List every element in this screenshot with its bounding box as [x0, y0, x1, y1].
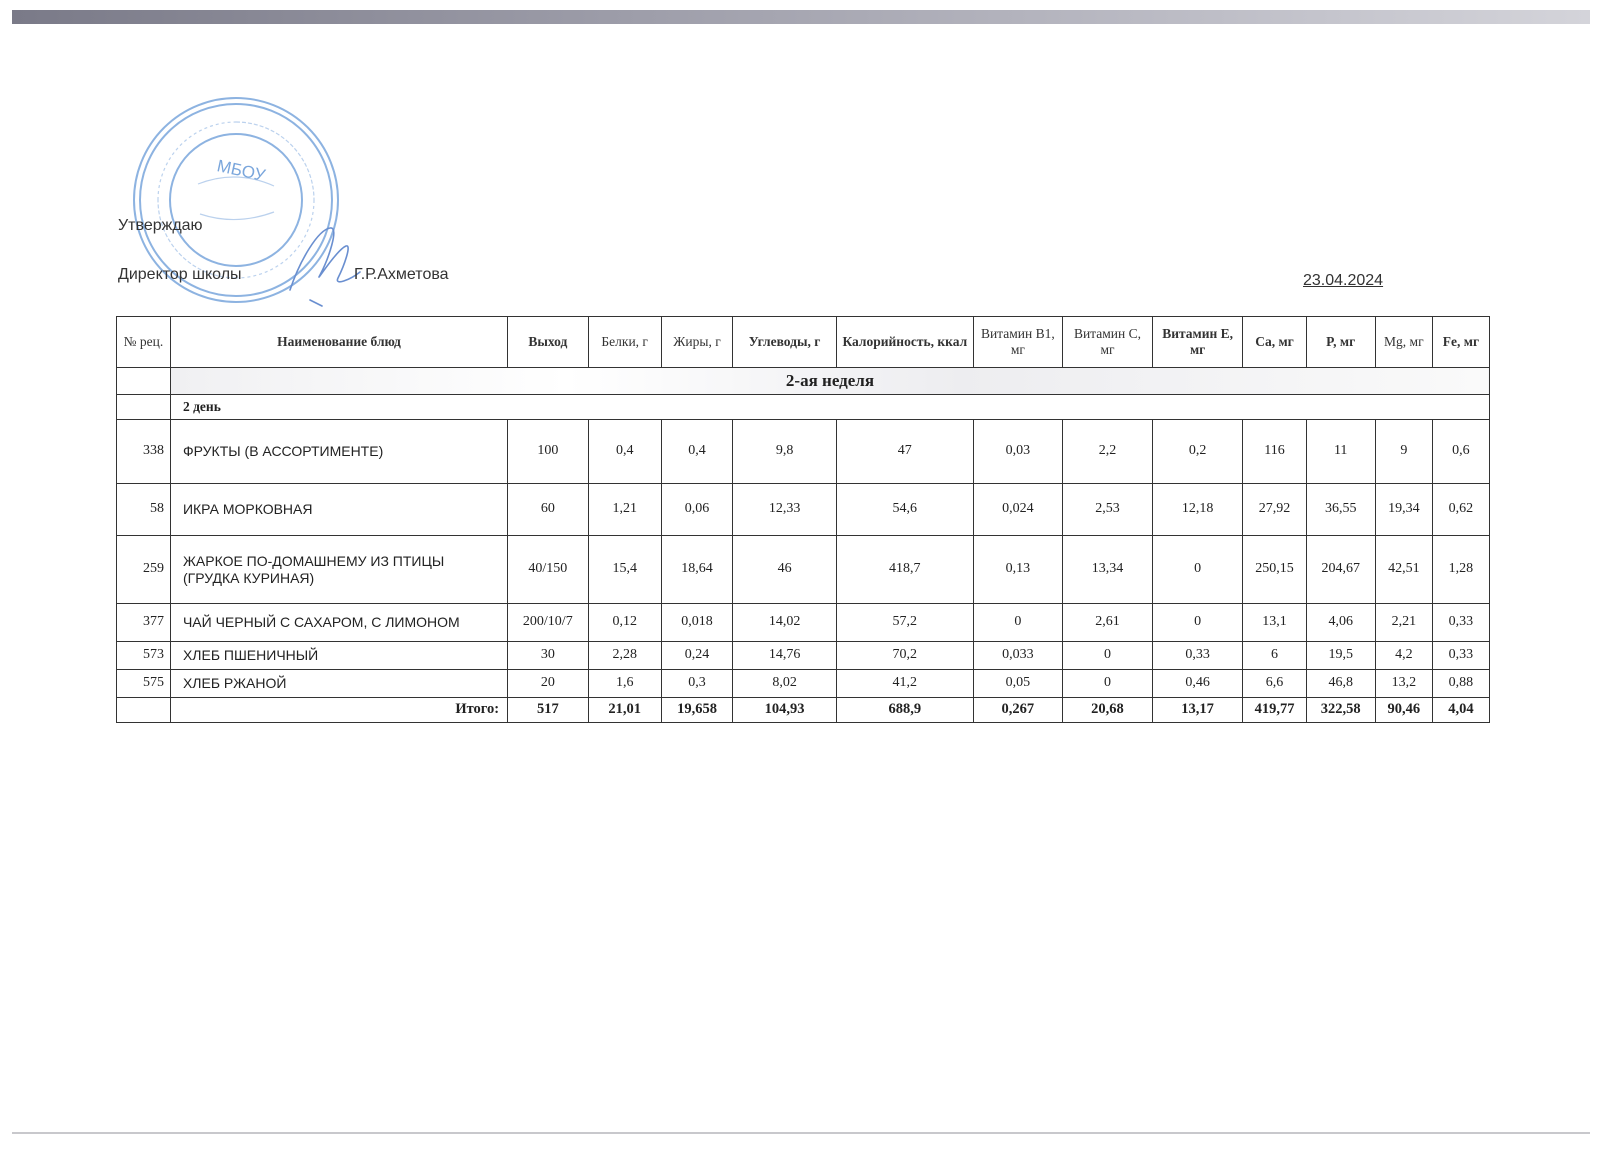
dish-name: ЧАЙ ЧЕРНЫЙ С САХАРОМ, С ЛИМОНОМ [170, 604, 507, 642]
recipe-number: 575 [117, 670, 171, 698]
cell-ca: 27,92 [1243, 484, 1306, 536]
cell-mg: 9 [1375, 420, 1432, 484]
dish-name: ХЛЕБ ПШЕНИЧНЫЙ [170, 642, 507, 670]
approve-title: Утверждаю [118, 217, 203, 234]
cell-vit-e: 0,2 [1152, 420, 1243, 484]
table-row [117, 642, 1490, 670]
total-carbs: 104,93 [733, 698, 837, 723]
cell-calories: 54,6 [837, 484, 973, 536]
cell-carbs: 9,8 [733, 420, 837, 484]
cell-protein: 2,28 [588, 642, 661, 670]
cell-vit-c: 2,53 [1063, 484, 1153, 536]
table-row [117, 604, 1490, 642]
cell-p: 36,55 [1306, 484, 1375, 536]
table-row [117, 484, 1490, 536]
signature [280, 220, 370, 310]
scan-bottom-edge [12, 1132, 1590, 1134]
total-ca: 419,77 [1243, 698, 1306, 723]
col-header-vit-e: Витамин E, мг [1152, 317, 1243, 368]
cell-calories: 41,2 [837, 670, 973, 698]
total-yield: 517 [508, 698, 588, 723]
total-mg: 90,46 [1375, 698, 1432, 723]
cell-vit-e: 12,18 [1152, 484, 1243, 536]
cell-p: 4,06 [1306, 604, 1375, 642]
cell-yield: 20 [508, 670, 588, 698]
cell-fat: 18,64 [661, 536, 732, 604]
stamp-center-text: МБОУ [215, 156, 267, 185]
table-row [117, 536, 1490, 604]
total-protein: 21,01 [588, 698, 661, 723]
col-header-calories: Калорийность, ккал [837, 317, 973, 368]
cell-vit-e: 0 [1152, 604, 1243, 642]
cell-ca: 116 [1243, 420, 1306, 484]
cell-yield: 40/150 [508, 536, 588, 604]
cell-carbs: 14,76 [733, 642, 837, 670]
col-header-mg: Mg, мг [1375, 317, 1432, 368]
cell-protein: 0,4 [588, 420, 661, 484]
day-label: 2 день [170, 395, 1489, 420]
cell-vit-c: 0 [1063, 642, 1153, 670]
col-header-recipe: № рец. [117, 317, 171, 368]
cell-p: 204,67 [1306, 536, 1375, 604]
cell-mg: 2,21 [1375, 604, 1432, 642]
cell-calories: 70,2 [837, 642, 973, 670]
col-header-ca: Ca, мг [1243, 317, 1306, 368]
cell-fat: 0,06 [661, 484, 732, 536]
total-fe: 4,04 [1432, 698, 1489, 723]
cell-vit-c: 2,2 [1063, 420, 1153, 484]
cell-p: 46,8 [1306, 670, 1375, 698]
recipe-number: 58 [117, 484, 171, 536]
cell-p: 11 [1306, 420, 1375, 484]
cell-carbs: 12,33 [733, 484, 837, 536]
cell-calories: 47 [837, 420, 973, 484]
total-vit-e: 13,17 [1152, 698, 1243, 723]
cell-yield: 100 [508, 420, 588, 484]
total-row [117, 698, 1490, 723]
recipe-number: 573 [117, 642, 171, 670]
dish-name: ХЛЕБ РЖАНОЙ [170, 670, 507, 698]
cell-fe: 1,28 [1432, 536, 1489, 604]
cell-yield: 30 [508, 642, 588, 670]
col-header-dish: Наименование блюд [170, 317, 507, 368]
total-vit-b1: 0,267 [973, 698, 1063, 723]
cell-mg: 4,2 [1375, 642, 1432, 670]
scan-top-edge [12, 10, 1590, 24]
table-header-row [117, 317, 1490, 368]
cell-protein: 1,21 [588, 484, 661, 536]
cell-carbs: 14,02 [733, 604, 837, 642]
table-row [117, 420, 1490, 484]
cell-fat: 0,4 [661, 420, 732, 484]
cell-yield: 200/10/7 [508, 604, 588, 642]
dish-name: ИКРА МОРКОВНАЯ [170, 484, 507, 536]
cell-vit-e: 0 [1152, 536, 1243, 604]
cell-vit-e: 0,33 [1152, 642, 1243, 670]
cell-protein: 1,6 [588, 670, 661, 698]
cell-mg: 42,51 [1375, 536, 1432, 604]
col-header-yield: Выход [508, 317, 588, 368]
total-vit-c: 20,68 [1063, 698, 1153, 723]
cell-fat: 0,3 [661, 670, 732, 698]
total-fat: 19,658 [661, 698, 732, 723]
director-name: Г.Р.Ахметова [354, 266, 449, 283]
col-header-protein: Белки, г [588, 317, 661, 368]
cell-fe: 0,62 [1432, 484, 1489, 536]
cell-fe: 0,6 [1432, 420, 1489, 484]
col-header-carbs: Углеводы, г [733, 317, 837, 368]
cell-carbs: 8,02 [733, 670, 837, 698]
col-header-vit-c: Витамин C, мг [1063, 317, 1153, 368]
cell-vit-e: 0,46 [1152, 670, 1243, 698]
cell-ca: 250,15 [1243, 536, 1306, 604]
col-header-fat: Жиры, г [661, 317, 732, 368]
cell-mg: 13,2 [1375, 670, 1432, 698]
recipe-number: 377 [117, 604, 171, 642]
col-header-p: P, мг [1306, 317, 1375, 368]
cell-vit-c: 13,34 [1063, 536, 1153, 604]
total-p: 322,58 [1306, 698, 1375, 723]
week-row [117, 368, 1490, 395]
week-label: 2-ая неделя [170, 368, 1489, 395]
cell-fe: 0,88 [1432, 670, 1489, 698]
cell-protein: 15,4 [588, 536, 661, 604]
cell-vit-c: 0 [1063, 670, 1153, 698]
cell-mg: 19,34 [1375, 484, 1432, 536]
cell-carbs: 46 [733, 536, 837, 604]
col-header-fe: Fe, мг [1432, 317, 1489, 368]
cell-vit-b1: 0,05 [973, 670, 1063, 698]
cell-fat: 0,018 [661, 604, 732, 642]
cell-fe: 0,33 [1432, 604, 1489, 642]
cell-calories: 418,7 [837, 536, 973, 604]
cell-ca: 6 [1243, 642, 1306, 670]
cell-calories: 57,2 [837, 604, 973, 642]
cell-ca: 13,1 [1243, 604, 1306, 642]
dish-name: ФРУКТЫ (В АССОРТИМЕНТЕ) [170, 420, 507, 484]
cell-yield: 60 [508, 484, 588, 536]
total-calories: 688,9 [837, 698, 973, 723]
cell-ca: 6,6 [1243, 670, 1306, 698]
cell-vit-b1: 0 [973, 604, 1063, 642]
cell-vit-b1: 0,024 [973, 484, 1063, 536]
total-label: Итого: [170, 698, 507, 723]
cell-vit-b1: 0,03 [973, 420, 1063, 484]
cell-vit-b1: 0,13 [973, 536, 1063, 604]
dish-name: ЖАРКОЕ ПО-ДОМАШНЕМУ ИЗ ПТИЦЫ (ГРУДКА КУРИНАЯ) [170, 536, 507, 604]
cell-fe: 0,33 [1432, 642, 1489, 670]
recipe-number: 338 [117, 420, 171, 484]
cell-vit-b1: 0,033 [973, 642, 1063, 670]
document-date: 23.04.2024 [1303, 272, 1384, 289]
menu-table [116, 316, 1490, 723]
recipe-number: 259 [117, 536, 171, 604]
cell-fat: 0,24 [661, 642, 732, 670]
day-row [117, 395, 1490, 420]
col-header-vit-b1: Витамин B1, мг [973, 317, 1063, 368]
cell-vit-c: 2,61 [1063, 604, 1153, 642]
table-row [117, 670, 1490, 698]
cell-protein: 0,12 [588, 604, 661, 642]
cell-p: 19,5 [1306, 642, 1375, 670]
director-label: Директор школы [118, 266, 242, 283]
